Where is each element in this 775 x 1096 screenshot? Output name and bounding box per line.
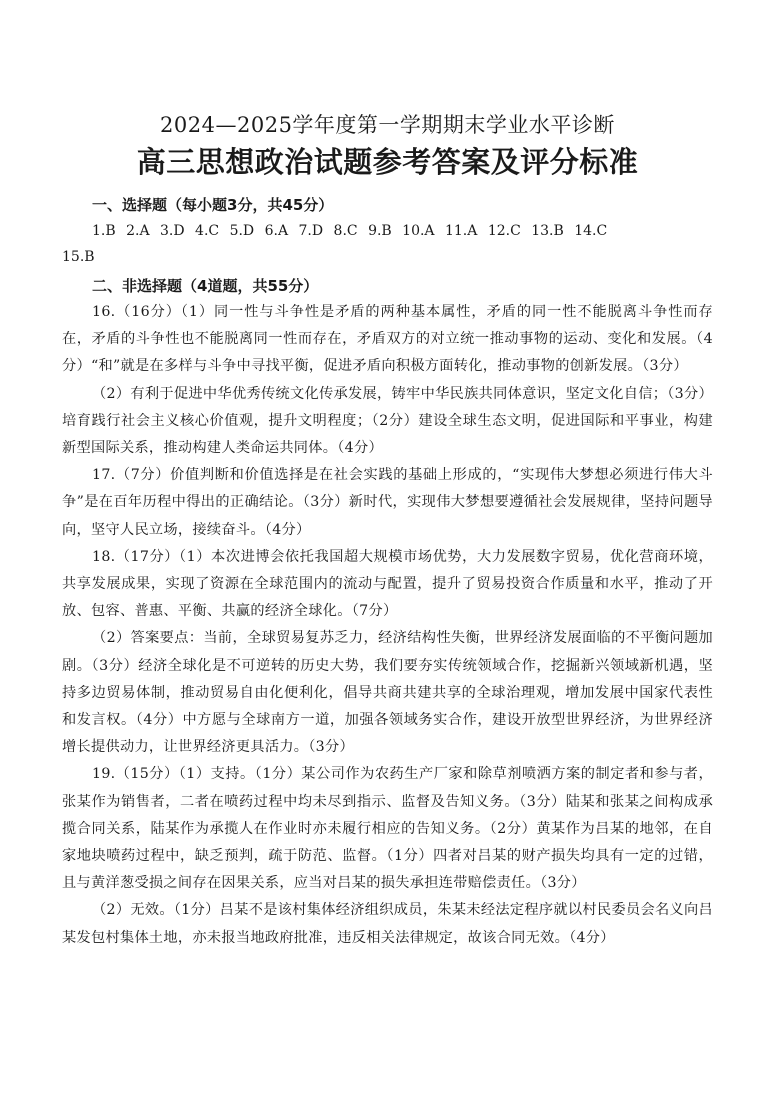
answer-paragraph: 16.（16分）（1）同一性与斗争性是矛盾的两种基本属性，矛盾的同一性不能脱离斗争性而存在，矛盾的斗争性也不能脱离同一性而存在，矛盾双方的对立统一推动事物的运动、变化和发展。（4分）“和”就是在多样与斗争中寻找平衡，促进矛盾向积极方面转化，推动事物的创新发展。（3分） bbox=[62, 304, 713, 375]
exam-title-main: 高三思想政治试题参考答案及评分标准 bbox=[136, 145, 639, 179]
answer-paragraph: 17.（7分）价值判断和价值选择是在社会实践的基础上形成的，“实现伟大梦想必须进行伟大斗争”是在百年历程中得出的正确结论。（3分）新时代，实现伟大梦想要遵循社会发展规律，坚持问题导向，坚守人民立场，接续奋斗。（4分） bbox=[62, 467, 713, 538]
choice-answers-tail: 15.B bbox=[62, 249, 95, 265]
answer-paragraph: 18.（17分）（1）本次进博会依托我国超大规模市场优势，大力发展数字贸易，优化营商环境，共享发展成果，实现了资源在全球范围内的流动与配置，提升了贸易投资合作质量和水平，推动了开放、包容、普惠、平衡、共赢的经济全球化。（7分） bbox=[62, 548, 713, 620]
answer-paragraph: 19.（15分）（1）支持。（1分）某公司作为农药生产厂家和除草剂喷洒方案的制定者和参与者，张某作为销售者，二者在喷药过程中均未尽到指示、监督及告知义务。（3分）陆某和张某之间构成承揽合同关系，陆某作为承揽人在作业时亦未履行相应的告知义务。（2分）黄某作为吕某的地邻，在自家地块喷药过程中，缺乏预判，疏于防范、监督。（1分）四者对吕某的财产损失均具有一定的过错，且与黄洋葱受损之间存在因果关系，应当对吕某的损失承担连带赔偿责任。（3分） bbox=[62, 766, 713, 892]
choice-answers: 1.B 2.A 3.D 4.C 5.D 6.A 7.D 8.C 9.B 10.A 11.A 12.C 13.B 14.C bbox=[92, 223, 608, 239]
section-heading-choice: 一、选择题（每小题3分，共45分） bbox=[92, 196, 334, 214]
answer-paragraph: （2）有利于促进中华优秀传统文化传承发展，铸牢中华民族共同体意识，坚定文化自信；（3分）培育践行社会主义核心价值观，提升文明程度；（2分）建设全球生态文明，促进国际和平事业，构建新型国际关系，推动构建人类命运共同体。（4分） bbox=[62, 385, 713, 457]
answer-paragraph: （2）无效。（1分）吕某不是该村集体经济组织成员，朱某未经法定程序就以村民委员会名义向吕某发包村集体土地，亦未报当地政府批准，违反相关法律规定，故该合同无效。（4分） bbox=[62, 902, 713, 946]
exam-title-year: 2024—2025学年度第一学期期末学业水平诊断 bbox=[160, 113, 615, 137]
section-heading-nonchoice: 二、非选择题（4道题，共55分） bbox=[92, 277, 319, 295]
answer-paragraph: （2）答案要点：当前，全球贸易复苏乏力，经济结构性失衡，世界经济发展面临的不平衡问题加剧。（3分）经济全球化是不可逆转的历史大势，我们要夯实传统领域合作，挖掘新兴领域新机遇，坚持多边贸易体制，推动贸易自由化便利化，倡导共商共建共享的全球治理观，增加发展中国家代表性和发言权。（4分）中方愿与全球南方一道，加强各领域务实合作，建设开放型世界经济，为世界经济增长提供动力，让世界经济更具活力。（3分） bbox=[62, 630, 713, 756]
